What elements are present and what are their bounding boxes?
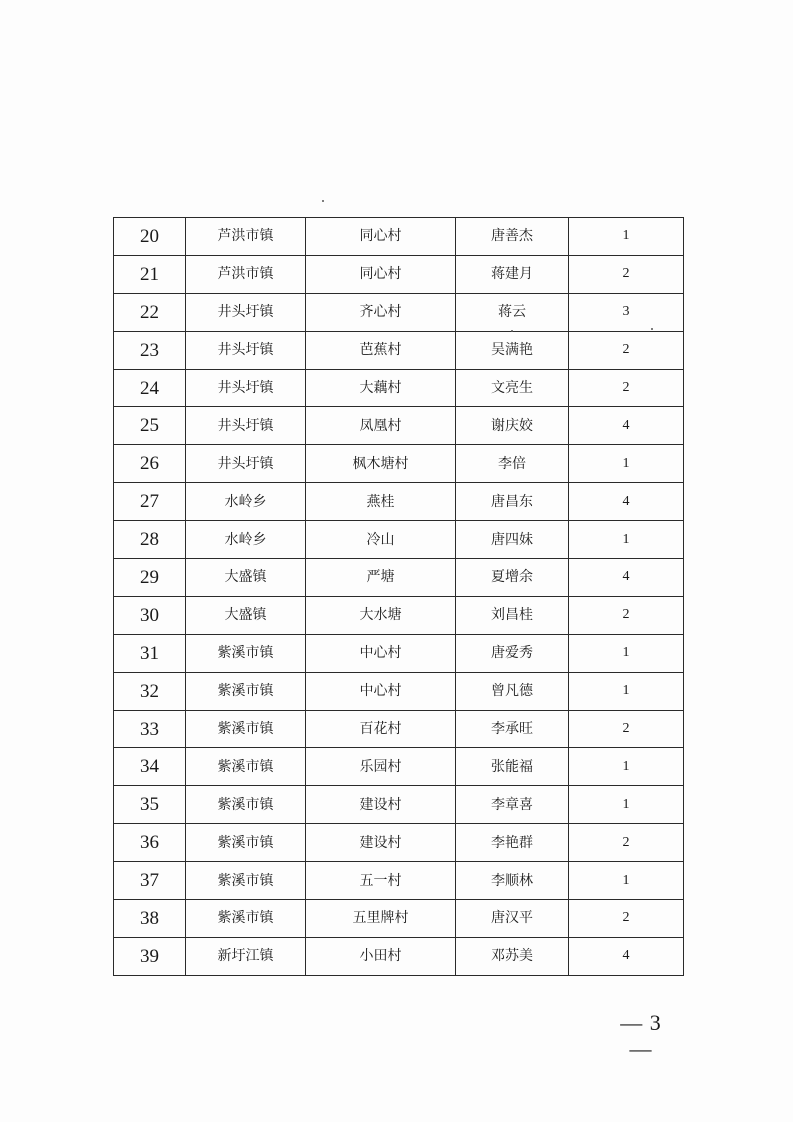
row-number-cell: 20 [114,218,186,256]
person-name-cell: 曾凡德 [456,672,569,710]
town-cell: 紫溪市镇 [186,786,306,824]
count-cell: 2 [569,900,684,938]
count-cell: 2 [569,255,684,293]
row-number-cell: 27 [114,483,186,521]
count-cell: 1 [569,218,684,256]
town-cell: 大盛镇 [186,559,306,597]
count-cell: 1 [569,445,684,483]
village-cell: 冷山 [306,521,456,559]
count-cell: 1 [569,634,684,672]
table-row [114,786,684,824]
town-cell: 井头圩镇 [186,407,306,445]
table-row [114,331,684,369]
table-row [114,862,684,900]
person-name-cell: 唐爱秀 [456,634,569,672]
village-cell: 百花村 [306,710,456,748]
village-cell: 乐园村 [306,748,456,786]
village-cell: 小田村 [306,937,456,975]
town-cell: 紫溪市镇 [186,900,306,938]
table-row [114,293,684,331]
count-cell: 4 [569,407,684,445]
table-row [114,672,684,710]
village-cell: 燕桂 [306,483,456,521]
person-name-cell: 李倍 [456,445,569,483]
count-cell: 1 [569,862,684,900]
person-name-cell: 张能福 [456,748,569,786]
count-cell: 1 [569,786,684,824]
table-row [114,559,684,597]
count-cell: 2 [569,331,684,369]
village-cell: 芭蕉村 [306,331,456,369]
table-row [114,255,684,293]
town-cell: 井头圩镇 [186,293,306,331]
town-cell: 芦洪市镇 [186,255,306,293]
village-cell: 大藕村 [306,369,456,407]
count-cell: 2 [569,596,684,634]
town-cell: 紫溪市镇 [186,748,306,786]
row-number-cell: 39 [114,937,186,975]
roster-table-body [114,218,684,976]
row-number-cell: 23 [114,331,186,369]
count-cell: 4 [569,559,684,597]
row-number-cell: 26 [114,445,186,483]
table-row [114,900,684,938]
person-name-cell: 李顺林 [456,862,569,900]
person-name-cell: 李艳群 [456,824,569,862]
village-cell: 凤凰村 [306,407,456,445]
row-number-cell: 31 [114,634,186,672]
row-number-cell: 34 [114,748,186,786]
town-cell: 紫溪市镇 [186,824,306,862]
table-row [114,937,684,975]
village-cell: 严塘 [306,559,456,597]
town-cell: 紫溪市镇 [186,672,306,710]
count-cell: 2 [569,824,684,862]
village-cell: 五里牌村 [306,900,456,938]
row-number-cell: 32 [114,672,186,710]
count-cell: 4 [569,483,684,521]
page-number: — 3 — [620,1010,662,1061]
row-number-cell: 24 [114,369,186,407]
town-cell: 紫溪市镇 [186,710,306,748]
town-cell: 新圩江镇 [186,937,306,975]
person-name-cell: 蒋建月 [456,255,569,293]
scan-speck [651,328,653,330]
village-cell: 中心村 [306,672,456,710]
person-name-cell: 谢庆姣 [456,407,569,445]
table-row [114,710,684,748]
table-row [114,521,684,559]
table-row [114,445,684,483]
count-cell: 1 [569,672,684,710]
village-cell: 五一村 [306,862,456,900]
village-cell: 建设村 [306,824,456,862]
row-number-cell: 22 [114,293,186,331]
count-cell: 1 [569,748,684,786]
person-name-cell: 唐昌东 [456,483,569,521]
village-cell: 枫木塘村 [306,445,456,483]
town-cell: 芦洪市镇 [186,218,306,256]
count-cell: 2 [569,369,684,407]
table-row [114,824,684,862]
village-cell: 建设村 [306,786,456,824]
table-row [114,407,684,445]
person-name-cell: 刘昌桂 [456,596,569,634]
table-row [114,596,684,634]
count-cell: 4 [569,937,684,975]
town-cell: 紫溪市镇 [186,634,306,672]
scan-speck [511,330,513,332]
table-row [114,748,684,786]
row-number-cell: 25 [114,407,186,445]
person-name-cell: 蒋云 [456,293,569,331]
row-number-cell: 28 [114,521,186,559]
row-number-cell: 21 [114,255,186,293]
row-number-cell: 29 [114,559,186,597]
town-cell: 大盛镇 [186,596,306,634]
person-name-cell: 李章喜 [456,786,569,824]
person-name-cell: 夏增余 [456,559,569,597]
table-row [114,218,684,256]
table-row [114,369,684,407]
scan-speck [322,200,324,202]
village-cell: 同心村 [306,218,456,256]
town-cell: 水岭乡 [186,483,306,521]
town-cell: 井头圩镇 [186,331,306,369]
row-number-cell: 36 [114,824,186,862]
table-row [114,483,684,521]
town-cell: 紫溪市镇 [186,862,306,900]
village-cell: 中心村 [306,634,456,672]
village-cell: 齐心村 [306,293,456,331]
person-name-cell: 李承旺 [456,710,569,748]
person-name-cell: 唐善杰 [456,218,569,256]
row-number-cell: 35 [114,786,186,824]
person-name-cell: 邓苏美 [456,937,569,975]
village-cell: 大水塘 [306,596,456,634]
row-number-cell: 38 [114,900,186,938]
town-cell: 水岭乡 [186,521,306,559]
table-row [114,634,684,672]
count-cell: 1 [569,521,684,559]
town-cell: 井头圩镇 [186,369,306,407]
row-number-cell: 33 [114,710,186,748]
person-name-cell: 唐汉平 [456,900,569,938]
village-cell: 同心村 [306,255,456,293]
town-cell: 井头圩镇 [186,445,306,483]
row-number-cell: 37 [114,862,186,900]
count-cell: 3 [569,293,684,331]
count-cell: 2 [569,710,684,748]
row-number-cell: 30 [114,596,186,634]
person-name-cell: 吴满艳 [456,331,569,369]
roster-table [113,217,684,976]
person-name-cell: 唐四妹 [456,521,569,559]
person-name-cell: 文亮生 [456,369,569,407]
